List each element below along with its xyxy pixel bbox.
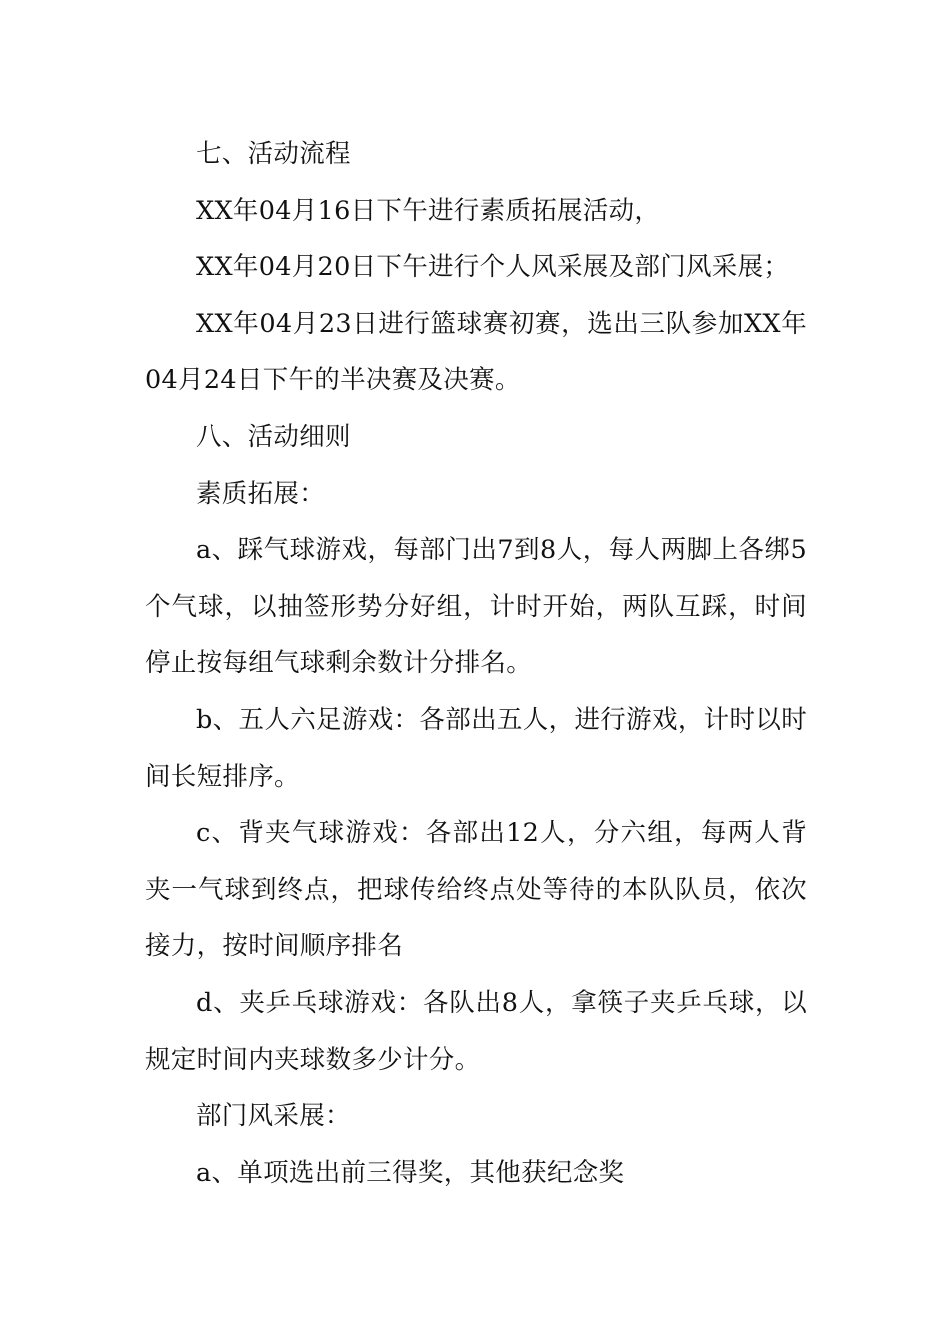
schedule-item-quality-expansion: XX年04月16日下午进行素质拓展活动， <box>196 195 661 226</box>
subheading-department-exhibition: 部门风采展： <box>196 1101 351 1132</box>
schedule-item-style-exhibition: XX年04月20日下午进行个人风采展及部门风采展； <box>196 252 790 283</box>
schedule-item-basketball: XX年04月23日进行篮球赛初赛，选出三队参加XX年04月24日下午的半决赛及决赛。 <box>145 308 807 396</box>
rule-item-five-people-six-legs: b、五人六足游戏：各部出五人，进行游戏，计时以时间长短排序。 <box>145 704 807 792</box>
document-body <box>145 126 807 1201</box>
rule-item-ping-pong-chopsticks: d、夹乒乓球游戏：各队出8人，拿筷子夹乒乓球，以规定时间内夹球数多少计分。 <box>145 987 807 1075</box>
rule-item-balloon-stomp: a、踩气球游戏，每部门出7到8人，每人两脚上各绑5个气球，以抽签形势分好组，计时开始，两队互踩，时间停止按每组气球剩余数计分排名。 <box>145 535 807 679</box>
rule-item-back-balloon-relay: c、背夹气球游戏：各部出12人，分六组，每两人背夹一气球到终点，把球传给终点处等待的本队队员，依次接力，按时间顺序排名 <box>145 818 807 962</box>
subheading-quality-expansion: 素质拓展： <box>196 478 326 509</box>
section-heading-rules: 八、活动细则 <box>196 421 351 452</box>
section-heading-process: 七、活动流程 <box>196 139 351 169</box>
rule-item-awards: a、单项选出前三得奖，其他获纪念奖 <box>196 1157 625 1188</box>
